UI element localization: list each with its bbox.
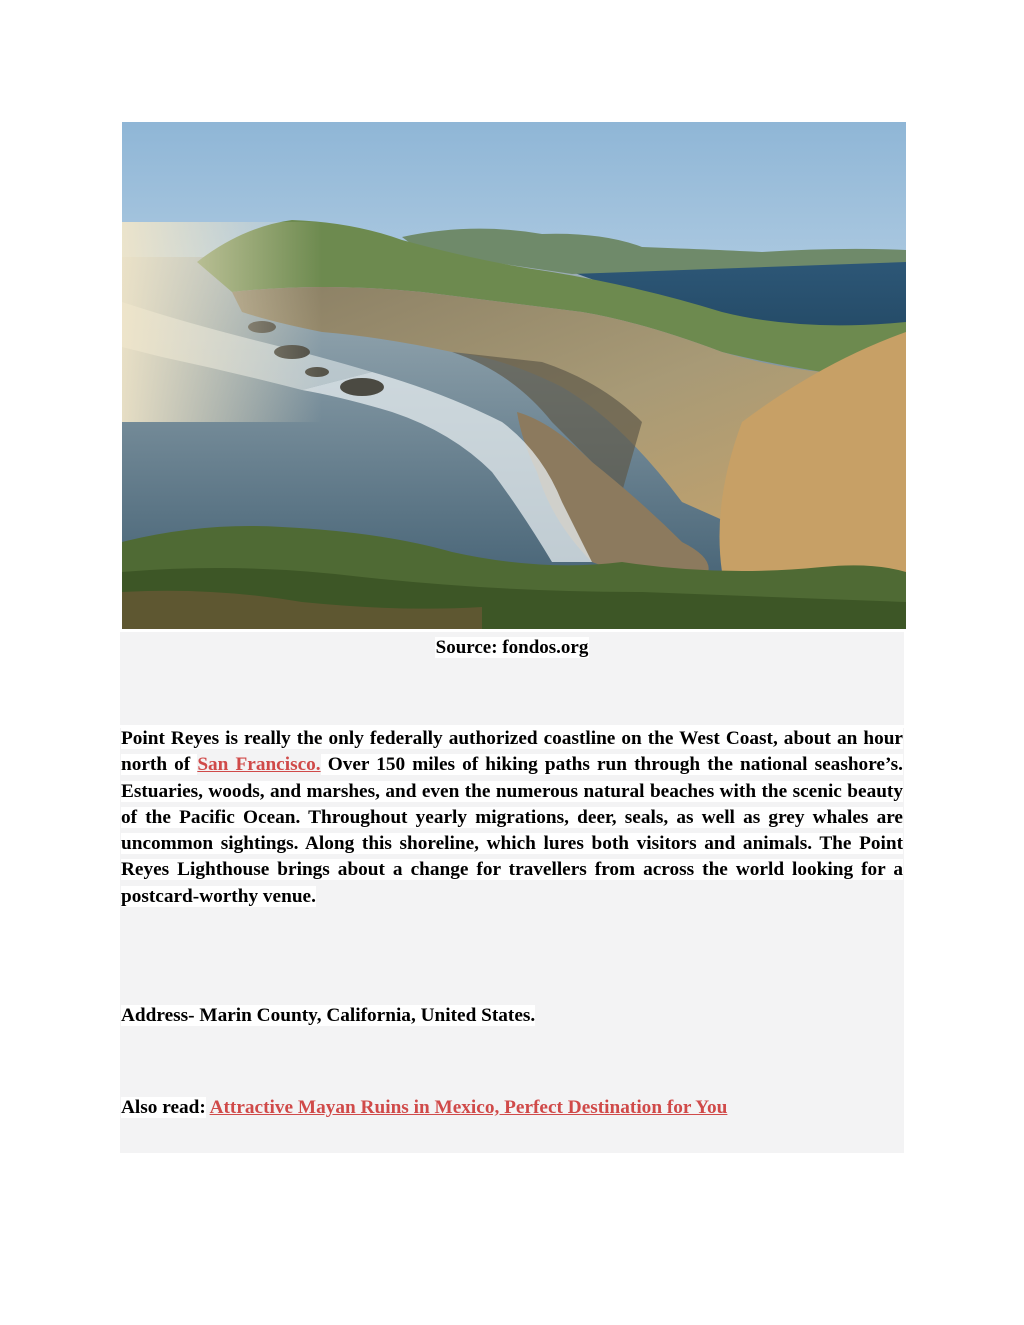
mayan-ruins-link[interactable]: Attractive Mayan Ruins in Mexico, Perfect Destination for You (209, 1097, 728, 1118)
caption-text: Source: fondos.org (435, 637, 589, 658)
san-francisco-link[interactable]: San Francisco. (197, 754, 321, 776)
coastal-cliffs-photo (122, 122, 906, 629)
paragraph-text-before: Point Reyes is really the only federally authorized coastline on the West Coast, about an hour north of (121, 728, 903, 776)
address-line (121, 1003, 535, 1029)
address-text: Address- Marin County, California, United States. (121, 1005, 536, 1026)
also-read-line (121, 1095, 727, 1121)
paragraph-text-after: Over 150 miles of hiking paths run through the national seashore’s. Estuaries, woods, and marshes, and even the numerous natural beaches with the scenic beauty of the Pacific Ocean. Throughout yearly migrations, deer, seals, as well as grey whales are uncommon sightings. Along this shoreline, which lures both visitors and animals. The Point Reyes Lighthouse brings about a change for travellers from across the world looking for a postcard-worthy venue. (121, 754, 903, 907)
also-read-label: Also read: (121, 1097, 206, 1118)
image-caption (0, 636, 1024, 660)
description-paragraph (121, 726, 903, 910)
